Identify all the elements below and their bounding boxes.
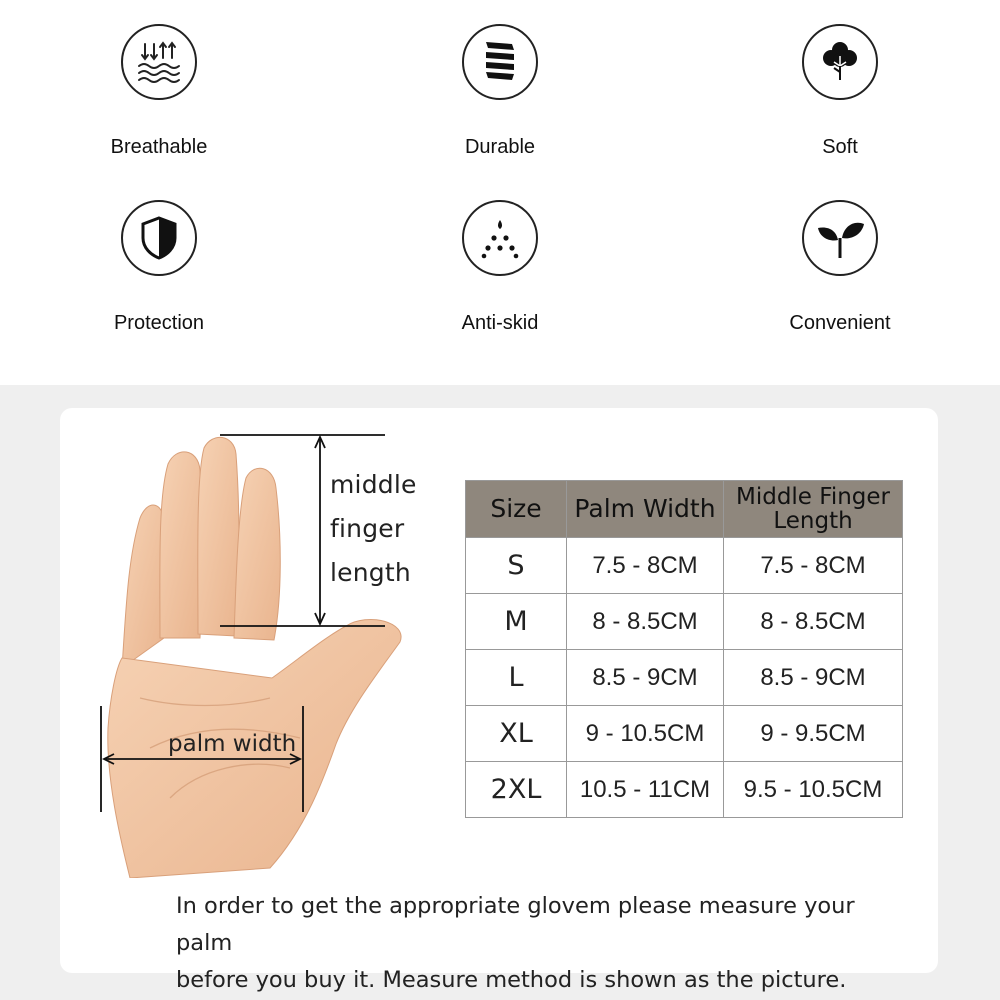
middle-finger-label-line: finger — [330, 514, 405, 543]
table-row — [466, 706, 903, 762]
middle-finger-label-line: length — [330, 558, 411, 587]
durable-icon — [462, 24, 538, 100]
feature-protection — [59, 200, 259, 335]
size-cell: 2XL — [466, 762, 567, 818]
feature-label: Anti-skid — [461, 312, 539, 334]
palm-cell: 9 - 10.5CM — [567, 706, 724, 762]
header-line: Middle Finger — [735, 484, 890, 510]
feature-anti-skid — [400, 200, 600, 335]
palm-width-label: palm width — [168, 731, 297, 757]
palm-cell: 8 - 8.5CM — [567, 594, 724, 650]
finger-cell: 7.5 - 8CM — [724, 538, 903, 594]
size-cell: XL — [466, 706, 567, 762]
header-size: Size — [466, 481, 567, 538]
header-middle-finger-length — [724, 481, 903, 538]
table-row — [466, 538, 903, 594]
feature-soft — [740, 24, 940, 159]
feature-durable — [400, 24, 600, 159]
cotton-icon — [802, 24, 878, 100]
note-line: before you buy it. Measure method is shown as the picture. — [176, 967, 847, 993]
palm-cell: 8.5 - 9CM — [567, 650, 724, 706]
table-row — [466, 650, 903, 706]
feature-breathable — [59, 24, 259, 159]
size-cell: M — [466, 594, 567, 650]
size-guide-card — [60, 408, 938, 993]
header-line: Length — [773, 508, 853, 534]
finger-cell: 8.5 - 9CM — [724, 650, 903, 706]
measure-note — [176, 888, 916, 999]
feature-label: Breathable — [110, 136, 208, 158]
header-palm-width: Palm Width — [567, 481, 724, 538]
feature-label: Soft — [822, 136, 858, 158]
middle-finger-label-line: middle — [330, 470, 417, 499]
size-table — [465, 480, 903, 818]
palm-cell: 10.5 - 11CM — [567, 762, 724, 818]
leaf-icon — [802, 200, 878, 276]
table-row — [466, 762, 903, 818]
feature-label: Protection — [113, 312, 205, 334]
size-cell: S — [466, 538, 567, 594]
palm-cell: 7.5 - 8CM — [567, 538, 724, 594]
features-panel — [0, 0, 1000, 385]
feature-label: Durable — [464, 136, 536, 158]
anti-skid-dots-icon — [462, 200, 538, 276]
table-row — [466, 594, 903, 650]
breathable-icon — [121, 24, 197, 100]
size-cell: L — [466, 650, 567, 706]
feature-label: Convenient — [789, 312, 891, 334]
feature-convenient — [740, 200, 940, 335]
note-line: In order to get the appropriate glovem please measure your palm — [176, 893, 855, 956]
finger-cell: 8 - 8.5CM — [724, 594, 903, 650]
table-header-row — [466, 481, 903, 538]
shield-icon — [121, 200, 197, 276]
finger-cell: 9.5 - 10.5CM — [724, 762, 903, 818]
finger-cell: 9 - 9.5CM — [724, 706, 903, 762]
